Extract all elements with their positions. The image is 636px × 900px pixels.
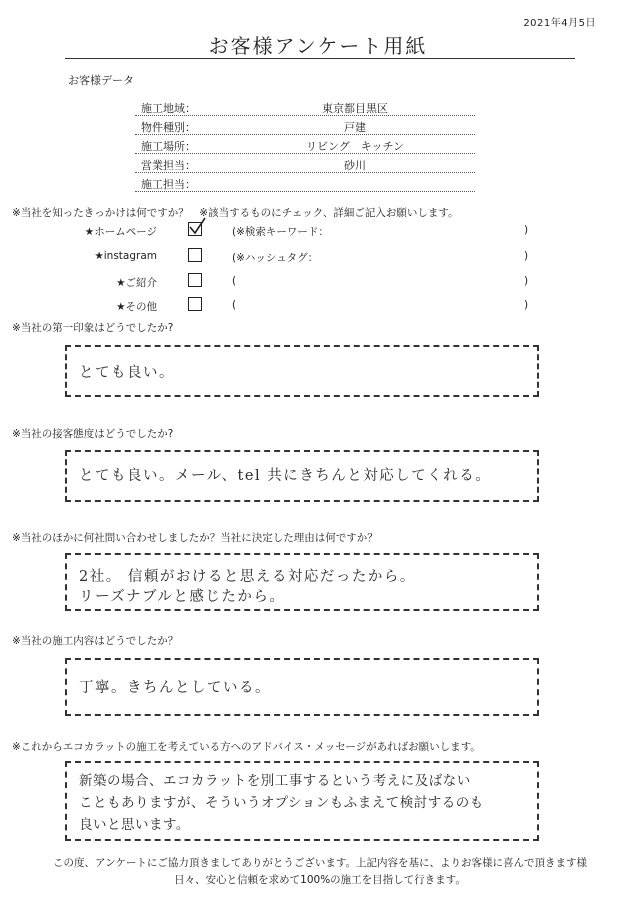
detail-close-paren: ) (524, 299, 529, 311)
source-checkbox[interactable] (188, 248, 202, 262)
customer-row-location (135, 136, 475, 154)
customer-row-area (135, 98, 475, 116)
customer-row-sales-rep (135, 155, 475, 173)
source-option-label: ★その他 (116, 301, 157, 313)
source-option-label: ★ホームページ (84, 226, 157, 238)
detail-label: (※検索キーワード： (232, 226, 329, 238)
handwritten-answer: 丁寧。きちんとしている。 (79, 680, 271, 696)
detail-close-paren: ) (524, 275, 529, 287)
question-customer-service: ※当社の接客態度はどうでしたか? (12, 428, 174, 440)
source-checkbox[interactable] (188, 297, 202, 311)
customer-data-label: お客様データ (68, 74, 134, 87)
handwritten-answer: 良いと思います。 (79, 817, 190, 833)
source-option-homepage (0, 222, 636, 244)
question-advice: ※これからエコカラットの施工を考えている方へのアドバイス・メッセージがあればお願いします。 (12, 741, 481, 753)
detail-label: ( (232, 299, 237, 311)
question-other-companies: ※当社のほかに何社問い合わせしましたか？当社に決定した理由は何ですか？ (12, 532, 378, 544)
detail-label: ( (232, 275, 237, 287)
question-construction-quality: ※当社の施工内容はどうでしたか？ (12, 635, 179, 647)
customer-row-label: 施工場所： (141, 140, 196, 153)
answer-box-other-companies[interactable] (65, 553, 539, 611)
handwritten-answer: こともありますが、そういうオプションもふまえて検討するのも (79, 795, 484, 811)
footer-line: 日々、安心と信頼を求めて100%の施工を目指して行きます。 (174, 874, 466, 886)
handwritten-answer: リーズナブルと感じたから。 (79, 589, 286, 605)
customer-row-label: 営業担当： (141, 159, 196, 172)
customer-row-label: 施工担当： (141, 178, 196, 191)
customer-row-property-type (135, 117, 475, 135)
answer-box-customer-service[interactable] (65, 450, 539, 502)
customer-row-value: 戸建 (344, 121, 366, 134)
footer-message (30, 855, 610, 889)
source-option-instagram (0, 248, 636, 270)
handwritten-answer: とても良い。 (79, 365, 175, 381)
detail-close-paren: ) (524, 250, 529, 262)
handwritten-answer: とても良い。メール、tel 共にきちんと対応してくれる。 (79, 468, 492, 484)
survey-date: 2021年4月5日 (523, 18, 596, 29)
answer-box-first-impression[interactable] (65, 345, 539, 397)
footer-line: この度、アンケートにご協力頂きましてありがとうございます。上記内容を基に、よりお客様に喜んで頂きます様 (52, 857, 588, 869)
answer-box-construction-quality[interactable] (65, 658, 539, 716)
customer-row-label: 施工地域： (141, 102, 196, 115)
detail-label: (※ハッシュタグ： (232, 252, 319, 264)
detail-close-paren: ) (524, 224, 529, 236)
source-option-label: ★ご紹介 (116, 277, 157, 289)
question-how-found: ※当社を知ったきっかけは何ですか？ ※該当するものにチェック、詳細ご記入お願いします。 (12, 207, 459, 219)
customer-row-installer (135, 174, 475, 192)
source-option-label: ★instagram (94, 250, 157, 262)
customer-row-value: 東京都目黒区 (322, 102, 388, 115)
answer-box-advice[interactable] (65, 761, 539, 841)
title-underline (65, 58, 575, 59)
customer-row-label: 物件種別： (141, 121, 196, 134)
customer-row-value: 砂川 (344, 159, 366, 172)
question-first-impression: ※当社の第一印象はどうでしたか? (12, 322, 174, 334)
source-option-other (0, 297, 636, 319)
source-option-referral (0, 273, 636, 295)
source-checkbox[interactable] (188, 222, 202, 236)
handwritten-answer: 新築の場合、エコカラットを別工事するという考えに及ばない (79, 773, 471, 789)
checkmark-icon (187, 217, 207, 237)
source-checkbox[interactable] (188, 273, 202, 287)
customer-row-value: リビング キッチン (305, 140, 404, 153)
handwritten-answer: 2社。 信頼がおけると思える対応だったから。 (79, 569, 416, 585)
page-title: お客様アンケート用紙 (208, 34, 428, 58)
